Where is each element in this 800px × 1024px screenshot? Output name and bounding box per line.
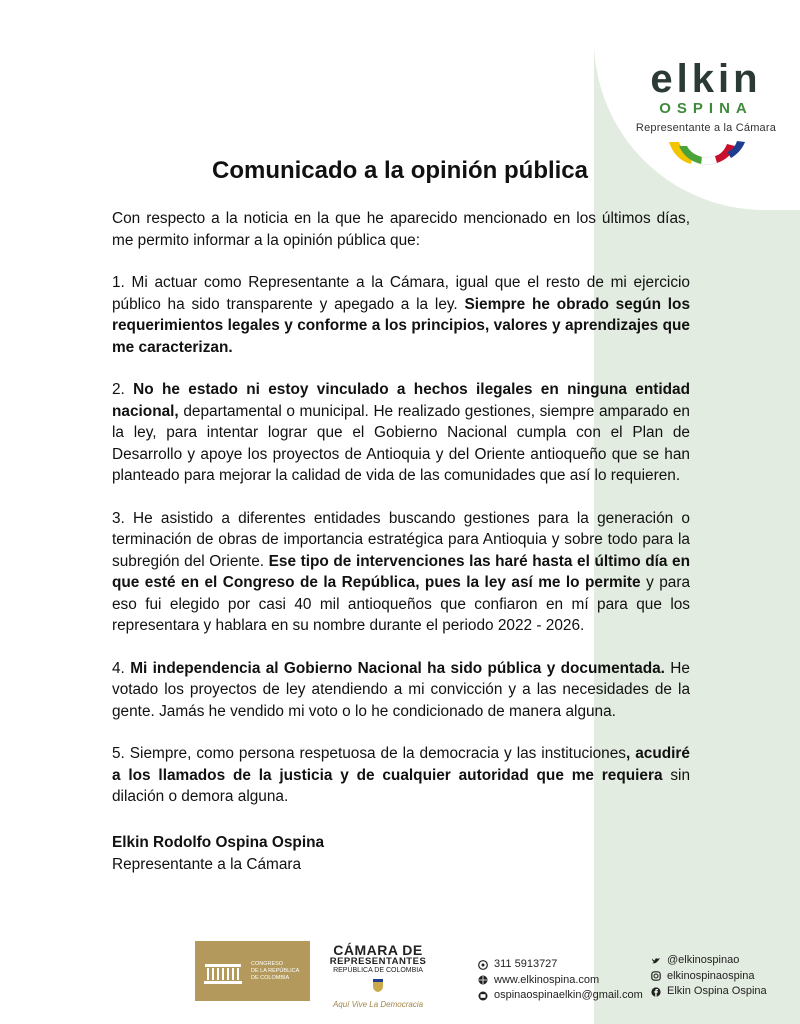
contact-info-left — [478, 957, 643, 1004]
point-3 — [112, 508, 690, 637]
statement-body — [112, 208, 690, 829]
point-4-number: 4. — [112, 659, 131, 677]
camara-country: REPÚBLICA DE COLOMBIA — [333, 967, 423, 974]
point-5-text-end: sin dilación o demora alguna. — [112, 766, 691, 805]
congreso-line-2: DE LA REPÚBLICA — [251, 967, 300, 974]
point-5-bold: , acudiré a los llamados de la justicia y de cualquier autoridad que me requiera — [112, 745, 690, 784]
congreso-line-1: CONGRESO — [251, 960, 284, 967]
point-5 — [112, 743, 690, 808]
page-title: Comunicado a la opinión pública — [211, 157, 589, 184]
globe-icon — [478, 975, 488, 985]
logo-surname: OSPINA — [659, 100, 753, 117]
signer-name: Elkin Rodolfo Ospina Ospina — [112, 834, 325, 851]
camara-logo — [323, 943, 433, 1009]
twitter-row — [651, 953, 767, 969]
instagram-icon — [651, 971, 661, 981]
facebook-row — [651, 984, 767, 1000]
website-row — [478, 973, 643, 989]
capitol-building-icon — [203, 956, 243, 986]
contact-info-right — [651, 953, 767, 1000]
point-4-text: He votado los proyectos de ley atendiendo a mi convicción y a las necesidades de la gente. Jamás he vendido mi voto o lo he condicionado de manera alguna. — [112, 659, 690, 720]
email-icon — [478, 991, 488, 1001]
point-2-number: 2. — [112, 381, 134, 398]
point-1-text: 1. Mi actuar como Representante a la Cámara, igual que el resto de mi ejercicio público ha sido transparente y apegado a la ley. — [112, 274, 690, 313]
point-2-text: departamental o municipal. He realizado gestiones, siempre amparado en la ley, para intentar lograr que el Gobierno Nacional cumpla con el Plan de Desarrollo y apoye los proyectos de Antioquia y del Oriente antioqueño que se han planteado para mejorar la calidad de vida de las comunidades que así lo requieren. — [112, 402, 690, 484]
point-3-bold: Ese tipo de intervenciones las haré hasta el último día en que esté en el Congreso de la República, pues la ley así me lo permite — [112, 552, 690, 591]
point-2-bold: No he estado ni estoy vinculado a hechos ilegales en ninguna entidad nacional, — [112, 381, 690, 420]
congreso-text — [251, 961, 299, 982]
whatsapp-icon — [478, 960, 488, 970]
point-1 — [112, 272, 690, 358]
website-link[interactable]: www.elkinospina.com — [494, 973, 600, 986]
congreso-logo — [195, 941, 310, 1001]
congreso-line-3: DE COLOMBIA — [251, 974, 290, 981]
camara-title-1: CÁMARA DE — [333, 942, 423, 958]
camara-motto: Aquí Vive La Democracia — [332, 1000, 424, 1009]
phone-number: 311 5913727 — [494, 958, 558, 970]
facebook-icon — [651, 987, 661, 997]
intro-paragraph: Con respecto a la noticia en la que he aparecido mencionado en los últimos días, me permito informar a la opinión pública que: — [112, 210, 690, 249]
signature-block — [112, 832, 324, 875]
logo-name: elkin — [650, 57, 762, 101]
elkin-ospina-logo — [626, 58, 786, 173]
point-3-text: 3. He asistido a diferentes entidades buscando gestiones para la generación o terminación de obras de importancia estratégica para Antioquia y sobre todo para la subregión del Oriente. — [112, 509, 690, 570]
point-2 — [112, 379, 690, 487]
email-row — [478, 988, 643, 1004]
twitter-icon — [651, 956, 661, 966]
phone-row — [478, 957, 643, 973]
point-4-bold: Mi independencia al Gobierno Nacional ha sido pública y documentada. — [130, 659, 665, 677]
email-address[interactable]: ospinaospinaelkin@gmail.com — [494, 989, 643, 1001]
point-5-text: 5. Siempre, como persona respetuosa de la democracia y las instituciones — [112, 745, 627, 762]
facebook-page[interactable]: Elkin Ospina Ospina — [667, 985, 767, 997]
coat-of-arms-icon — [371, 977, 385, 993]
point-1-bold: Siempre he obrado según los requerimientos legales y conforme a los principios, valores y aprendizajes que me caracterizan. — [112, 295, 690, 356]
instagram-handle[interactable]: elkinospinaospina — [667, 969, 755, 982]
point-3-text-end: y para eso fui elegido por casi 40 mil antioqueños que confiaron en mí para que los representara y hablara en su nombre durante el periodo 2022 - 2026. — [112, 574, 691, 634]
instagram-row — [651, 969, 767, 985]
camara-title-2: REPRESENTANTES — [329, 956, 427, 967]
twitter-handle[interactable]: @elkinospinao — [667, 954, 740, 966]
logo-subtitle: Representante a la Cámara — [635, 122, 777, 134]
point-4 — [112, 658, 690, 723]
signer-role: Representante a la Cámara — [112, 855, 302, 873]
